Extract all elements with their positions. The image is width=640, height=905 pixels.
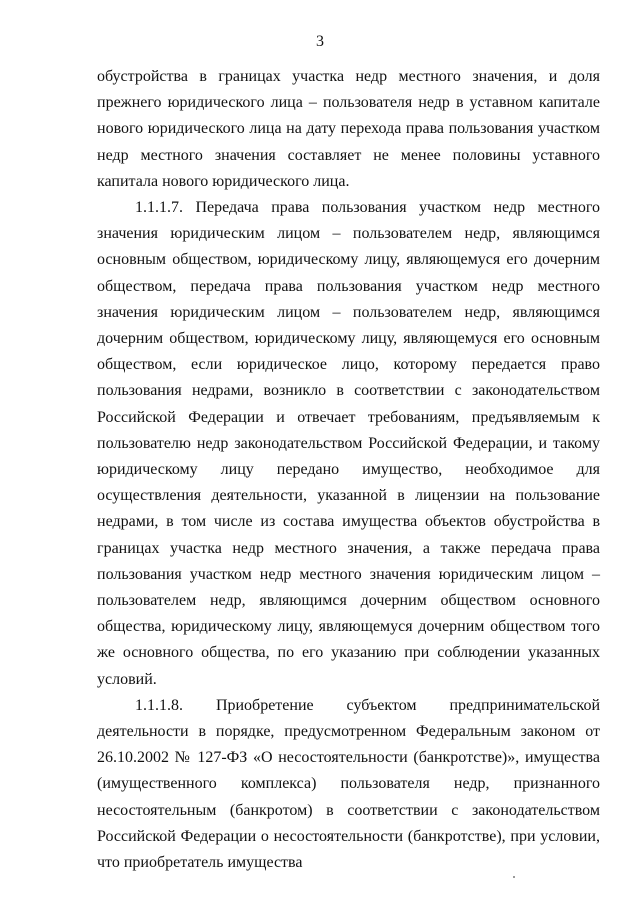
- scan-speck: [513, 876, 515, 878]
- paragraph-continuation: обустройства в границах участка недр местного значения, и доля прежнего юридического лица – пользователя недр в уставном капитале нового юридического лица на дату перехода права пользования участком недр местного значения составляет не менее половины уставного капитала нового юридического лица.: [97, 68, 600, 190]
- paragraph-1-1-1-8: 1.1.1.8. Приобретение субъектом предпринимательской деятельности в порядке, предусмотренном Федеральным законом от 26.10.2002 № 127-ФЗ «О несостоятельности (банкротстве)», имущества (имущественного комплекса) пользователя недр, признанного несостоятельным (банкротом) в соответствии с законодательством Российской Федерации о несостоятельности (банкротстве), при условии, что приобретатель имущества: [97, 696, 600, 872]
- page-number: 3: [316, 33, 324, 50]
- paragraph-1-1-1-7: 1.1.1.7. Передача права пользования участком недр местного значения юридическим лицом – пользователем недр, являющимся основным обществом, юридическому лицу, являющемуся его дочерним обществом, передача права пользования участком недр местного значения юридическим лицом – пользователем недр, являющимся дочерним обществом, юридическому лицу, являющемуся его основным обществом, если юридическое лицо, которому передается право пользования недрами, возникло в соответствии с законодательством Российской Федерации и отвечает требованиям, предъявляемым к пользователю недр законодательством Российской Федерации, и такому юридическому лицу передано имущество, необходимое для осуществления деятельности, указанной в лицензии на пользование недрами, в том числе из состава имущества объектов обустройства в границах участка недр местного значения, а также передача права пользования участком недр местного значения юридическим лицом – пользователем недр, являющимся дочерним обществом основного общества, юридическому лицу, являющемуся дочерним обществом того же основного общества, по его указанию при соблюдении указанных условий.: [97, 199, 600, 688]
- body-text: [97, 64, 600, 876]
